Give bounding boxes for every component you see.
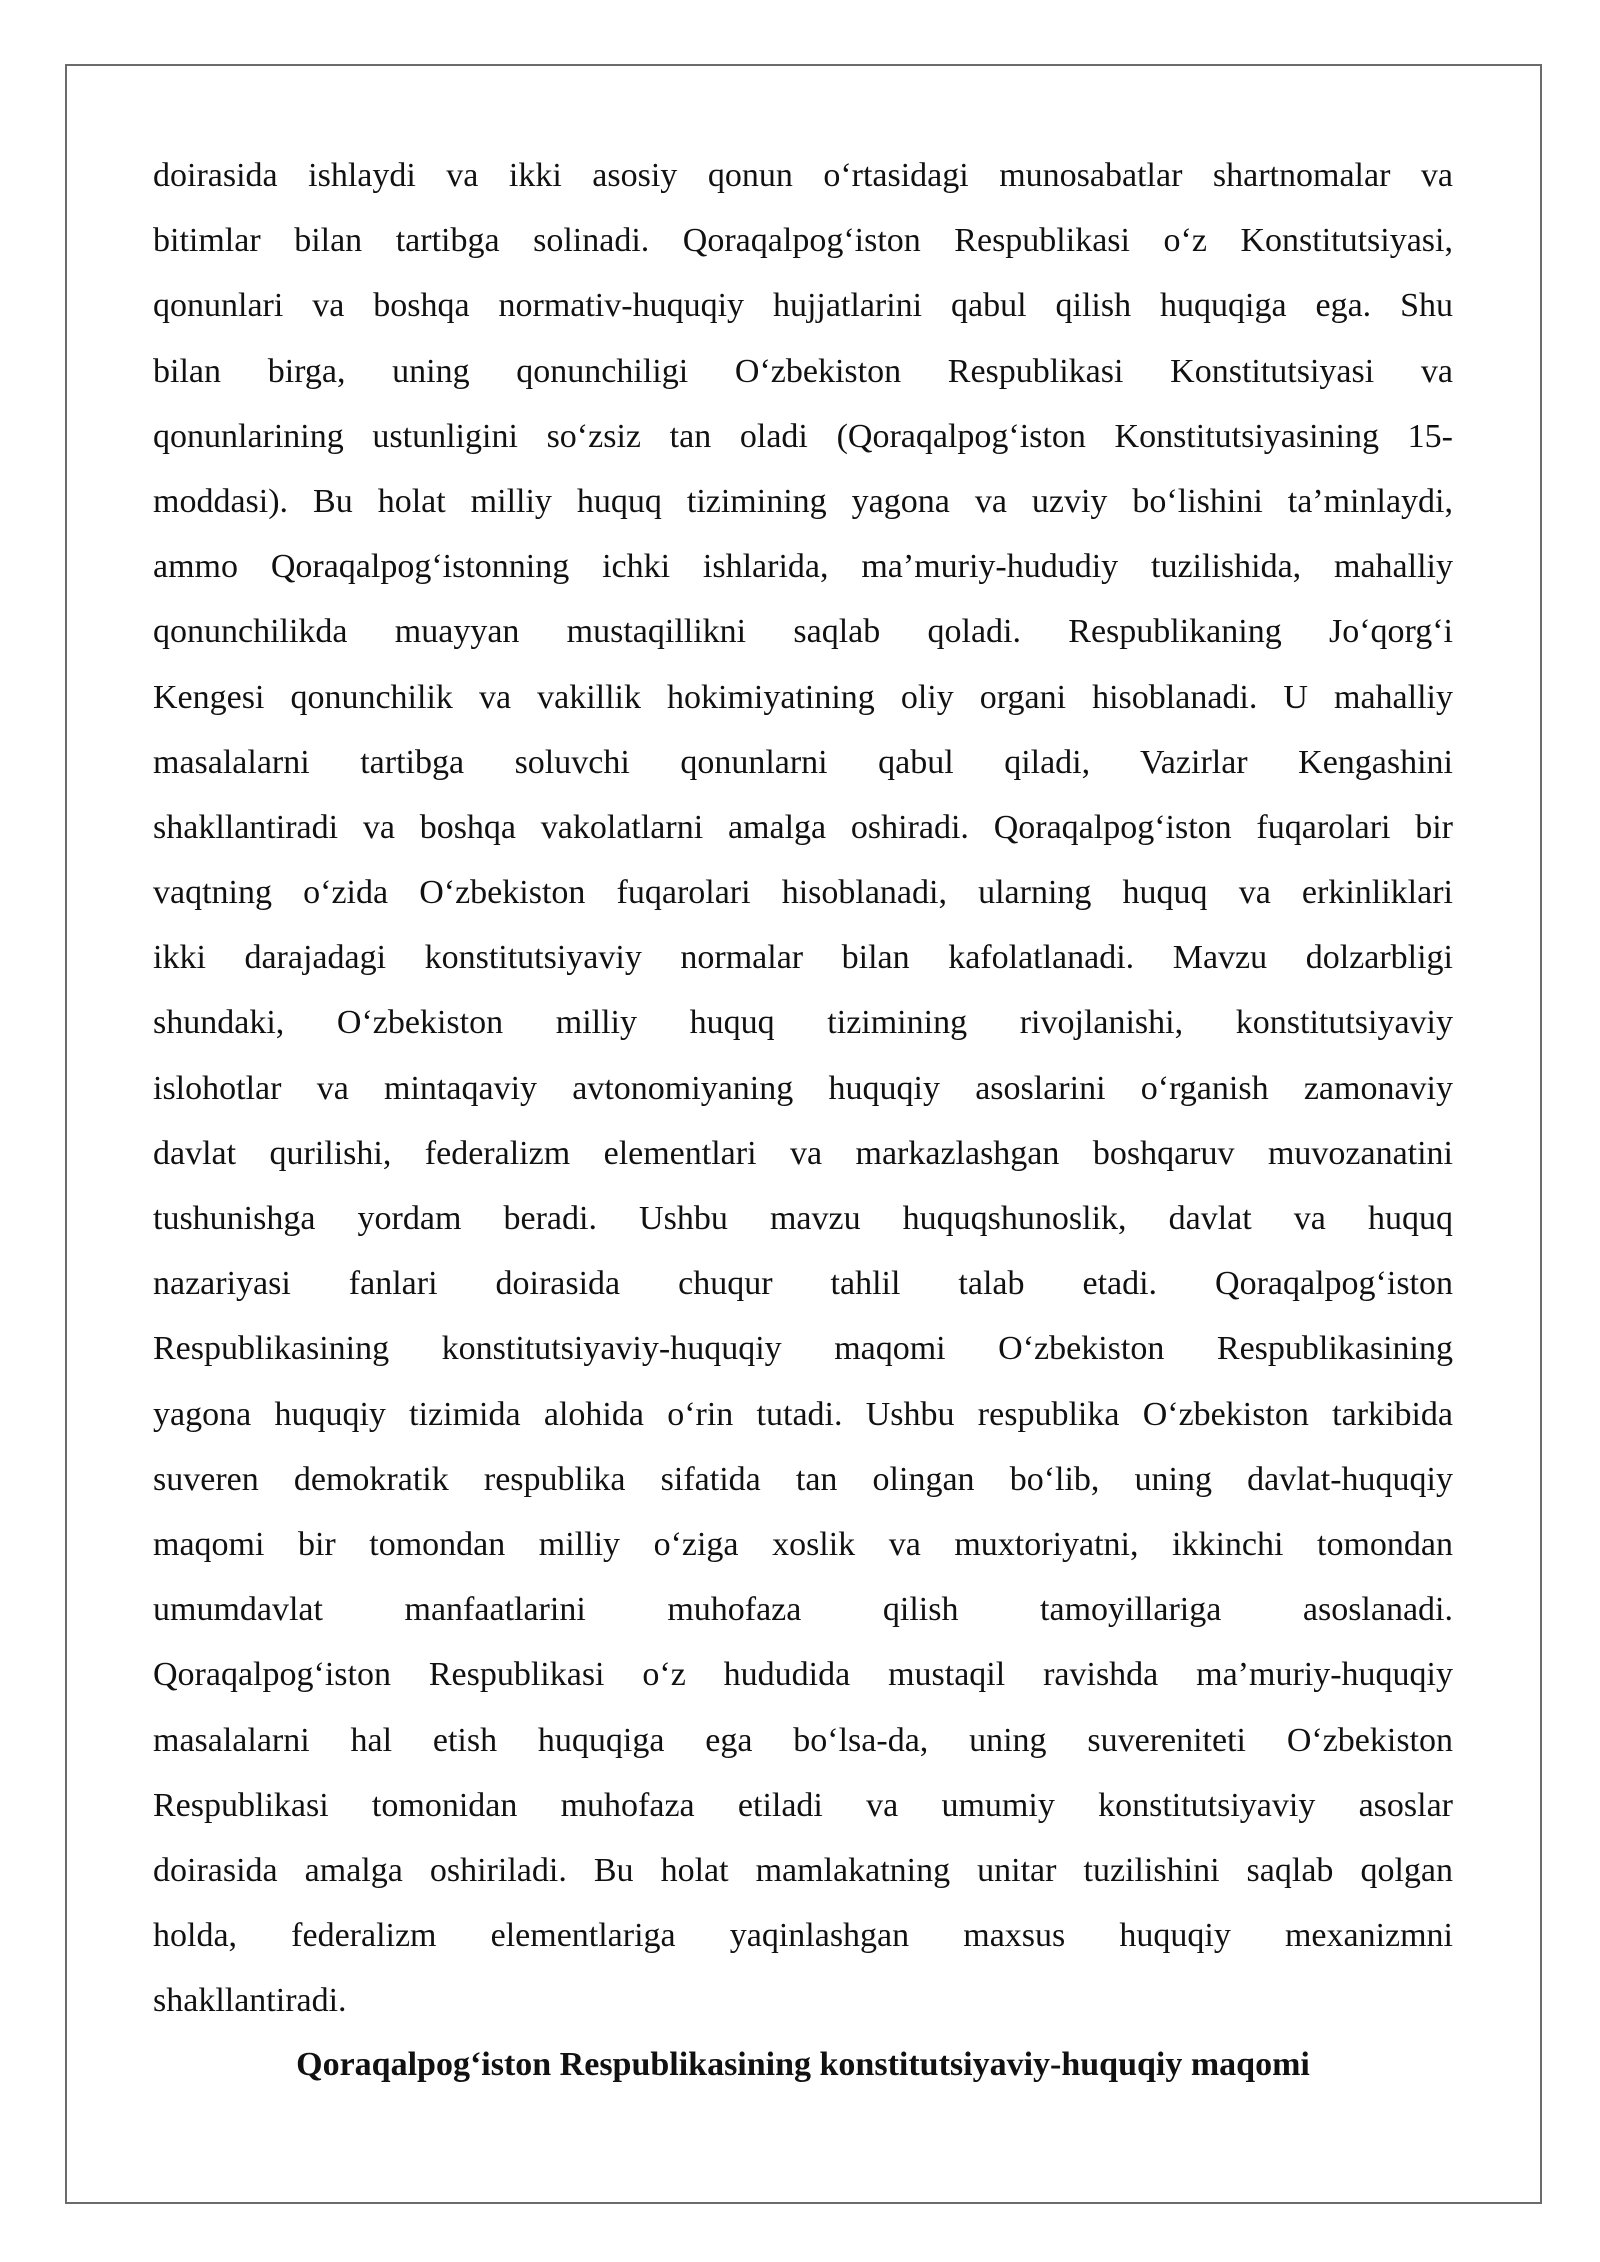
text-line: bitimlar bilan tartibga solinadi. Qoraqalpog‘iston Respublikasi o‘z Konstitutsiyasi,	[153, 222, 1453, 260]
text-line: bilan birga, uning qonunchiligi O‘zbekiston Respublikasi Konstitutsiyasi va	[153, 352, 1453, 390]
text-line: qonunlari va boshqa normativ-huquqiy hujjatlarini qabul qilish huquqiga ega. Shu	[153, 287, 1453, 325]
text-line: Qoraqalpog‘iston Respublikasi o‘z hududida mustaqil ravishda ma’muriy-huquqiy	[153, 1656, 1453, 1694]
text-line: moddasi). Bu holat milliy huquq tizimining yagona va uzviy bo‘lishini ta’minlaydi,	[153, 482, 1453, 520]
text-line: qonunlarining ustunligini so‘zsiz tan oladi (Qoraqalpog‘iston Konstitutsiyasining 15-	[153, 417, 1453, 455]
text-line: vaqtning o‘zida O‘zbekiston fuqarolari hisoblanadi, ularning huquq va erkinliklari	[153, 874, 1453, 912]
text-line: qonunchilikda muayyan mustaqillikni saqlab qoladi. Respublikaning Jo‘qorg‘i	[153, 613, 1453, 651]
text-line: ikki darajadagi konstitutsiyaviy normalar bilan kafolatlanadi. Mavzu dolzarbligi	[153, 939, 1453, 977]
text-line: masalalarni hal etish huquqiga ega bo‘lsa-da, uning suvereniteti O‘zbekiston	[153, 1721, 1453, 1759]
section-heading: Qoraqalpog‘iston Respublikasining konstitutsiyaviy-huquqiy maqomi	[296, 2046, 1310, 2083]
text-line: Kengesi qonunchilik va vakillik hokimiyatining oliy organi hisoblanadi. U mahalliy	[153, 678, 1453, 716]
text-line: davlat qurilishi, federalizm elementlari va markazlashgan boshqaruv muvozanatini	[153, 1134, 1453, 1172]
text-line: umumdavlat manfaatlarini muhofaza qilish tamoyillariga asoslanadi.	[153, 1591, 1453, 1629]
text-line: doirasida ishlaydi va ikki asosiy qonun o‘rtasidagi munosabatlar shartnomalar va	[153, 157, 1453, 194]
text-line: shakllantiradi va boshqa vakolatlarni amalga oshiradi. Qoraqalpog‘iston fuqarolari bir	[153, 808, 1453, 846]
text-line: doirasida amalga oshiriladi. Bu holat mamlakatning unitar tuzilishini saqlab qolgan	[153, 1851, 1453, 1889]
text-line: tushunishga yordam beradi. Ushbu mavzu huquqshunoslik, davlat va huquq	[153, 1200, 1453, 1237]
text-line: Respublikasi tomonidan muhofaza etiladi va umumiy konstitutsiyaviy asoslar	[153, 1786, 1453, 1824]
text-line: Respublikasining konstitutsiyaviy-huquqiy maqomi O‘zbekiston Respublikasining	[153, 1330, 1453, 1368]
text-line: maqomi bir tomondan milliy o‘ziga xoslik va muxtoriyatni, ikkinchi tomondan	[153, 1525, 1453, 1563]
body-text	[153, 148, 1453, 2038]
text-line: shakllantiradi.	[153, 1982, 347, 2020]
text-line: suveren demokratik respublika sifatida tan olingan bo‘lib, uning davlat-huquqiy	[153, 1460, 1453, 1498]
text-line: yagona huquqiy tizimida alohida o‘rin tutadi. Ushbu respublika O‘zbekiston tarkibida	[153, 1395, 1453, 1433]
text-line: nazariyasi fanlari doirasida chuqur tahlil talab etadi. Qoraqalpog‘iston	[153, 1265, 1453, 1303]
text-line: masalalarni tartibga soluvchi qonunlarni qabul qiladi, Vazirlar Kengashini	[153, 743, 1453, 781]
text-line: ammo Qoraqalpog‘istonning ichki ishlarida, ma’muriy-hududiy tuzilishida, mahalliy	[153, 548, 1453, 586]
text-line: islohotlar va mintaqaviy avtonomiyaning huquqiy asoslarini o‘rganish zamonaviy	[153, 1069, 1453, 1107]
text-line: holda, federalizm elementlariga yaqinlashgan maxsus huquqiy mexanizmni	[153, 1917, 1453, 1955]
text-line: shundaki, O‘zbekiston milliy huquq tizimining rivojlanishi, konstitutsiyaviy	[153, 1004, 1453, 1042]
